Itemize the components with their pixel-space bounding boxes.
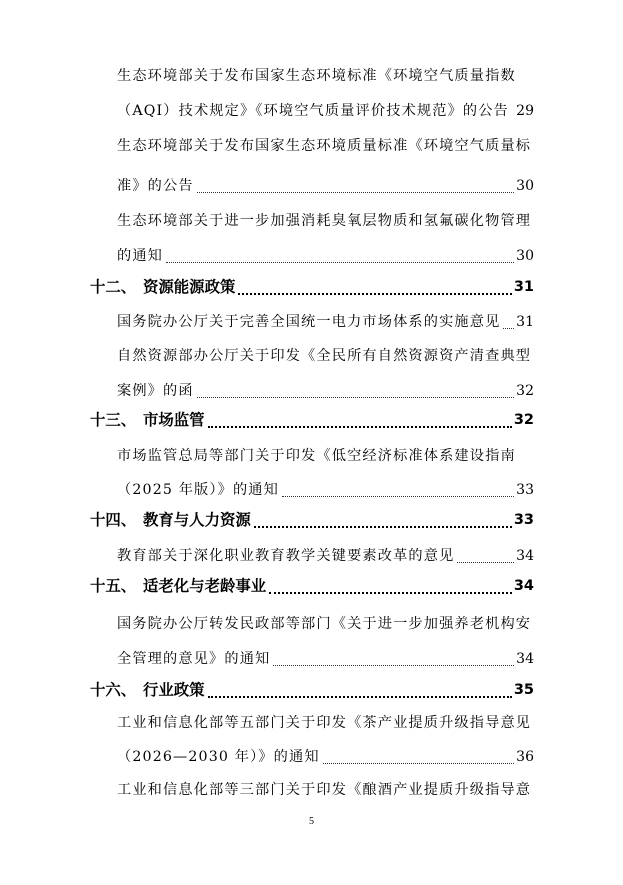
entry-text: 案例》的函 [117, 383, 194, 399]
page-reference: 34 [516, 651, 534, 667]
toc-entry-line[interactable] [0, 98, 623, 124]
toc-entry-line[interactable] [0, 63, 623, 89]
section-title: 市场监管 [143, 411, 205, 429]
section-number: 十五、 [90, 577, 137, 595]
dot-leader [238, 293, 511, 295]
section-number: 十四、 [90, 511, 137, 529]
dot-leader [503, 328, 514, 329]
page-reference: 29 [516, 103, 534, 119]
dot-leader [254, 526, 512, 528]
page-reference: 35 [513, 682, 534, 698]
page-reference: 31 [516, 314, 534, 330]
dot-leader [208, 426, 512, 428]
page-reference: 34 [513, 578, 534, 594]
entry-text: （2026—2030 年）》的通知 [117, 749, 320, 765]
toc-entry-line[interactable] [0, 611, 623, 637]
entry-text: （2025 年版）》的通知 [117, 482, 279, 498]
toc-entry-line[interactable] [0, 777, 623, 803]
section-title: 资源能源政策 [143, 278, 236, 296]
dot-leader [197, 397, 514, 398]
section-title: 教育与人力资源 [143, 511, 251, 529]
entry-text: 自然资源部办公厅关于印发《全民所有自然资源资产清查典型 [117, 348, 532, 364]
toc-entry-line[interactable] [0, 710, 623, 736]
dot-leader [323, 763, 514, 764]
page-reference: 34 [516, 548, 534, 564]
toc-entry-line[interactable] [0, 309, 623, 335]
page-reference: 31 [513, 279, 534, 295]
toc-section-heading[interactable] [0, 274, 623, 300]
toc-entry-line[interactable] [0, 133, 623, 159]
page-reference: 30 [516, 178, 534, 194]
toc-entry-line[interactable] [0, 443, 623, 469]
toc-entry-line[interactable] [0, 646, 623, 672]
entry-text: 国务院办公厅转发民政部等部门《关于进一步加强养老机构安 [117, 616, 532, 632]
entry-text: 市场监管总局等部门关于印发《低空经济标准体系建设指南 [117, 448, 516, 464]
dot-leader [197, 192, 514, 193]
section-number: 十六、 [90, 681, 137, 699]
toc-entry-line[interactable] [0, 343, 623, 369]
page-reference: 33 [513, 512, 534, 528]
toc-entry-line[interactable] [0, 208, 623, 234]
page-reference: 32 [516, 383, 534, 399]
section-title: 行业政策 [143, 681, 205, 699]
entry-text: 国务院办公厅关于完善全国统一电力市场体系的实施意见 [117, 314, 501, 330]
toc-entry-line[interactable] [0, 543, 623, 569]
toc-section-heading[interactable] [0, 407, 623, 433]
entry-text: 教育部关于深化职业教育教学关键要素改革的意见 [117, 548, 455, 564]
entry-text: 全管理的意见》的通知 [117, 651, 271, 667]
dot-leader [269, 592, 512, 594]
toc-entry-line[interactable] [0, 378, 623, 404]
entry-text: 生态环境部关于进一步加强消耗臭氧层物质和氢氟碳化物管理 [117, 213, 532, 229]
section-number: 十二、 [90, 278, 137, 296]
page-number-footer: 5 [309, 816, 314, 827]
page-reference: 30 [516, 248, 534, 264]
entry-text: 生态环境部关于发布国家生态环境质量标准《环境空气质量标 [117, 138, 532, 154]
toc-section-heading[interactable] [0, 573, 623, 599]
page-reference: 33 [516, 482, 534, 498]
dot-leader [166, 262, 514, 263]
toc-section-heading[interactable] [0, 507, 623, 533]
entry-text: 工业和信息化部等五部门关于印发《茶产业提质升级指导意见 [117, 715, 532, 731]
toc-entry-line[interactable] [0, 173, 623, 199]
dot-leader [273, 665, 514, 666]
entry-text: 的通知 [117, 248, 164, 264]
page-reference: 32 [513, 412, 534, 428]
dot-leader [282, 496, 514, 497]
entry-text: （AQI）技术规定》《环境空气质量评价技术规范》的公告 [117, 103, 509, 119]
dot-leader [208, 696, 512, 698]
dot-leader [457, 562, 514, 563]
section-number: 十三、 [90, 411, 137, 429]
page-reference: 36 [516, 749, 534, 765]
toc-entry-line[interactable] [0, 477, 623, 503]
entry-text: 工业和信息化部等三部门关于印发《酿酒产业提质升级指导意 [117, 782, 532, 798]
section-title: 适老化与老龄事业 [143, 577, 267, 595]
entry-text: 准》的公告 [117, 178, 194, 194]
entry-text: 生态环境部关于发布国家生态环境标准《环境空气质量指数 [117, 68, 516, 84]
toc-entry-line[interactable] [0, 243, 623, 269]
toc-section-heading[interactable] [0, 677, 623, 703]
toc-entry-line[interactable] [0, 744, 623, 770]
